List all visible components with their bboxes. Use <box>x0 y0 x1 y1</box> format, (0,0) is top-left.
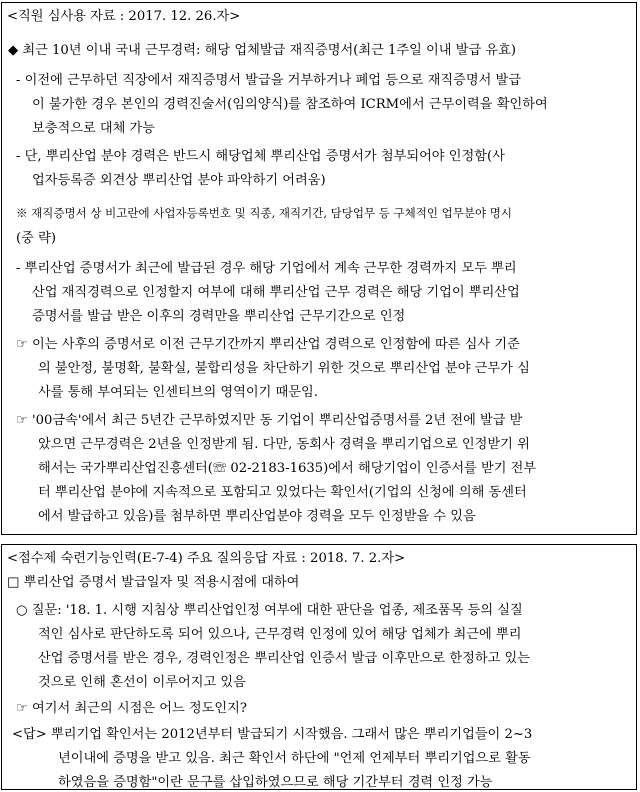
text-line: 것으로 인해 혼선이 이루어지고 있음 <box>38 675 246 690</box>
circle-icon: ○ <box>16 603 28 618</box>
text-line: 이 불가한 경우 본인의 경력진술서(임의양식)를 참조하여 ICRM에서 근무이력을 확인하여 <box>32 97 548 112</box>
pointer-item <box>16 701 247 717</box>
staff-review-document-box <box>1 2 637 535</box>
pointer-item <box>16 413 522 429</box>
text-line: 보충적으로 대체 가능 <box>32 121 156 136</box>
section1-bullet <box>8 43 516 59</box>
pointing-hand-icon: ☞ <box>16 701 28 716</box>
question-item <box>16 603 523 619</box>
text-line: 하였음을 증명함"이란 문구를 삽입하였으므로 해당 기간부터 경력 인정 가능 <box>58 775 493 790</box>
text-line: '00금속'에서 최근 5년간 근무하였지만 동 기업이 뿌리산업증명서를 2년 전에 발급 받 <box>32 413 523 428</box>
text-line: 산업 재직경력으로 인정할지 여부에 대해 뿌리산업 근무 경력은 해당 기업이 뿌리산업 <box>32 285 520 300</box>
qa-document-box <box>1 544 637 790</box>
pointing-hand-icon: ☞ <box>16 413 28 428</box>
text-line: 사를 통해 부여되는 인센티브의 영역이기 때문임. <box>38 385 318 400</box>
answer-line: <답> 뿌리기업 확인서는 2012년부터 발급되기 시작했음. 그래서 많은 뿌리기업들이 2~3 <box>12 727 533 742</box>
text-line: 의 불안정, 불명확, 불확실, 불합리성을 차단하기 위한 것으로 뿌리산업 분야 근무가 심 <box>38 361 530 376</box>
text-line: 증명서를 발급 받은 이후의 경력만을 뿌리산업 근무기간으로 인정 <box>32 309 406 324</box>
pointer-item <box>16 337 520 353</box>
pointing-hand-icon: ☞ <box>16 337 28 352</box>
text-line: 이는 사후의 증명서로 이전 근무기간까지 뿌리산업 경력으로 인정함에 따른 심사 기준 <box>32 337 520 352</box>
text-line: 질문: '18. 1. 시행 지침상 뿌리산업인정 여부에 대한 판단을 업종, 제조품목 등의 실질 <box>31 603 523 618</box>
diamond-icon: ◆ <box>8 43 19 58</box>
text-line: 적인 심사로 판단하도록 되어 있으나, 근무경력 인정에 있어 해당 업체가 최근에 뿌리 <box>38 627 522 642</box>
text-line: - 이전에 근무하던 직장에서 재직증명서 발급을 거부하거나 폐업 등으로 재직증명서 발급 <box>16 73 521 88</box>
text-line: 해서는 국가뿌리산업진흥센터(☏ 02-2183-1635)에서 해당기업이 인증서를 받기 전부 <box>38 461 537 476</box>
section1-header: <직원 심사용 자료 : 2017. 12. 26.자> <box>7 9 241 24</box>
bullet-text: 최근 10년 이내 국내 근무경력: 해당 업체발급 재직증명서(최근 1주일 이내 발급 유효) <box>22 43 517 58</box>
section2-header: <점수제 숙련기능인력(E-7-4) 주요 질의응답 자료 : 2018. 7. 2.자> <box>7 551 406 566</box>
text-line: 에서 발급하고 있음)를 첨부하면 뿌리산업분야 경력을 모두 인정받을 수 있음 <box>38 509 476 524</box>
text-line: 산업 증명서를 받은 경우, 경력인정은 뿌리산업 인증서 발급 이후만으로 한정하고 있는 <box>38 651 530 666</box>
square-icon: □ <box>7 575 20 590</box>
text-line: 터 뿌리산업 분야에 지속적으로 포함되고 있었다는 확인서(기업의 신청에 의해 동센터 <box>38 485 527 500</box>
section2-topic <box>7 575 299 591</box>
omission-line: (중 략) <box>16 231 56 246</box>
text-line: 업자등록증 외견상 뿌리산업 분야 파악하기 어려움) <box>32 173 326 188</box>
text-line: 았으면 근무경력은 2년을 인정받게 됨. 다만, 동회사 경력을 뿌리기업으로 인정받기 위 <box>38 437 530 452</box>
text-line: 여기서 최근의 시점은 어느 정도인지? <box>32 701 247 716</box>
text-line: 년이내에 증명을 받고 있음. 최근 확인서 하단에 "언제 언제부터 뿌리기업으로 활동 <box>58 751 531 766</box>
topic-text: 뿌리산업 증명서 발급일자 및 적용시점에 대하여 <box>23 575 300 590</box>
text-line: - 뿌리산업 증명서가 최근에 발급된 경우 해당 기업에서 계속 근무한 경력까지 모두 뿌리 <box>16 261 517 276</box>
text-line: - 단, 뿌리산업 분야 경력은 반드시 해당업체 뿌리산업 증명서가 첨부되어야 인정함(사 <box>16 149 505 164</box>
note-line: ※ 재직증명서 상 비고란에 사업자등록번호 및 직종, 재직기간, 담당업무 등 구체적인 업무분야 명시 <box>16 206 512 220</box>
